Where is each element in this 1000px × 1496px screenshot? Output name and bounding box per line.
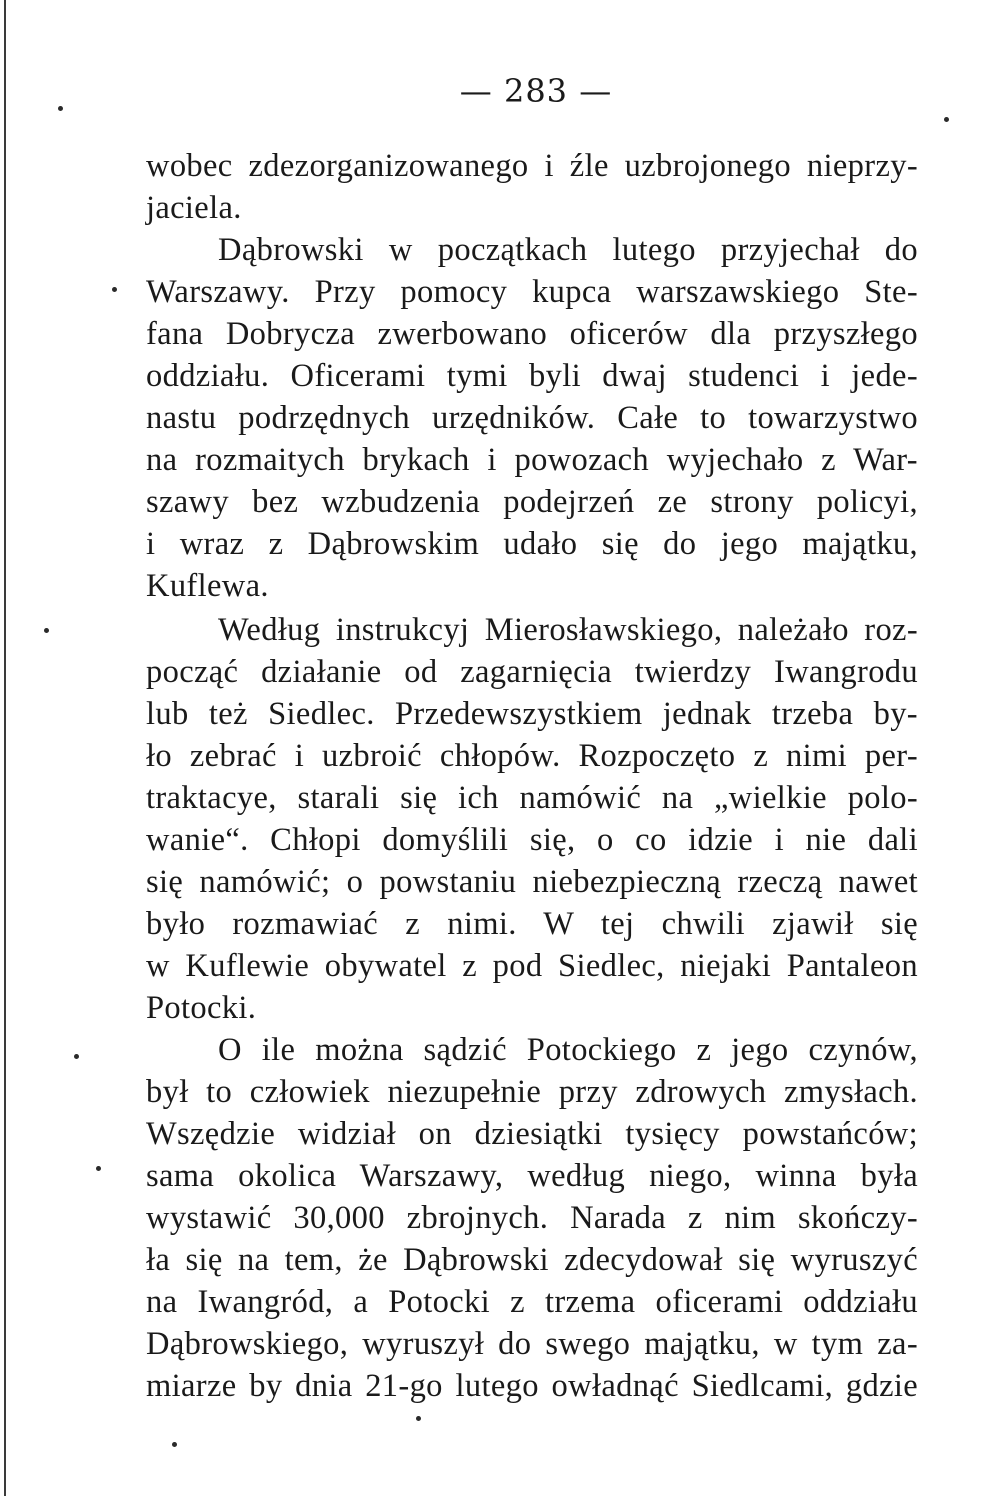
text-line: był to człowiek niezupełnie przy zdrowych zmysłach. [146,1074,918,1110]
paper-speck [172,1442,177,1447]
text-line: na Iwangród, a Potocki z trzema oficerami oddziału [146,1284,918,1320]
text-line: Warszawy. Przy pomocy kupca warszawskiego Ste- [146,274,918,310]
text-line: w Kuflewie obywatel z pod Siedlec, niejaki Pantaleon [146,948,918,984]
text-line: lub też Siedlec. Przedewszystkiem jednak trzeba by- [146,696,918,732]
text-line: oddziału. Oficerami tymi byli dwaj studenci i jede- [146,358,918,394]
page-number: — 283 — [459,72,613,110]
text-line: ła się na tem, że Dąbrowski zdecydował się wyruszyć [146,1242,918,1278]
text-line: szawy bez wzbudzenia podejrzeń ze strony policyi, [146,484,918,520]
text-line: miarze by dnia 21-go lutego owładnąć Siedlcami, gdzie [146,1368,918,1404]
text-line: wobec zdezorganizowanego i źle uzbrojonego nieprzy- [146,148,918,184]
text-line: jaciela. [146,190,242,226]
text-line: Dąbrowskiego, wyruszył do swego majątku, w tym za- [146,1326,918,1362]
text-line: ło zebrać i uzbroić chłopów. Rozpoczęto z nimi per- [146,738,918,774]
text-line: O ile można sądzić Potockiego z jego czynów, [218,1032,918,1068]
text-line: wanie“. Chłopi domyślili się, o co idzie i nie dali [146,822,918,858]
paper-speck [944,117,949,122]
text-line: i wraz z Dąbrowskim udało się do jego majątku, [146,526,918,562]
paper-speck [96,1166,101,1171]
paper-speck [416,1416,421,1421]
text-line: Potocki. [146,990,257,1026]
text-line: było rozmawiać z nimi. W tej chwili zjawił się [146,906,918,942]
paper-speck [112,287,117,292]
text-line: fana Dobrycza zwerbowano oficerów dla przyszłego [146,316,918,352]
text-line: wystawić 30,000 zbrojnych. Narada z nim skończy- [146,1200,918,1236]
text-line: Według instrukcyj Mierosławskiego, należało roz- [218,612,918,648]
text-line: się namówić; o powstaniu niebezpieczną rzeczą nawet [146,864,918,900]
text-line: nastu podrzędnych urzędników. Całe to towarzystwo [146,400,918,436]
text-line: Dąbrowski w początkach lutego przyjechał do [218,232,918,268]
binding-edge [4,0,6,1496]
text-line: począć działanie od zagarnięcia twierdzy Iwangrodu [146,654,918,690]
text-line: Kuflewa. [146,568,269,604]
paper-speck [44,628,49,633]
text-line: na rozmaitych brykach i powozach wyjechało z War- [146,442,918,478]
paper-speck [58,106,63,111]
paper-speck [74,1054,79,1059]
text-line: traktacye, starali się ich namówić na „wielkie polo- [146,780,918,816]
text-line: Wszędzie widział on dziesiątki tysięcy powstańców; [146,1116,918,1152]
text-line: sama okolica Warszawy, według niego, winna była [146,1158,918,1194]
